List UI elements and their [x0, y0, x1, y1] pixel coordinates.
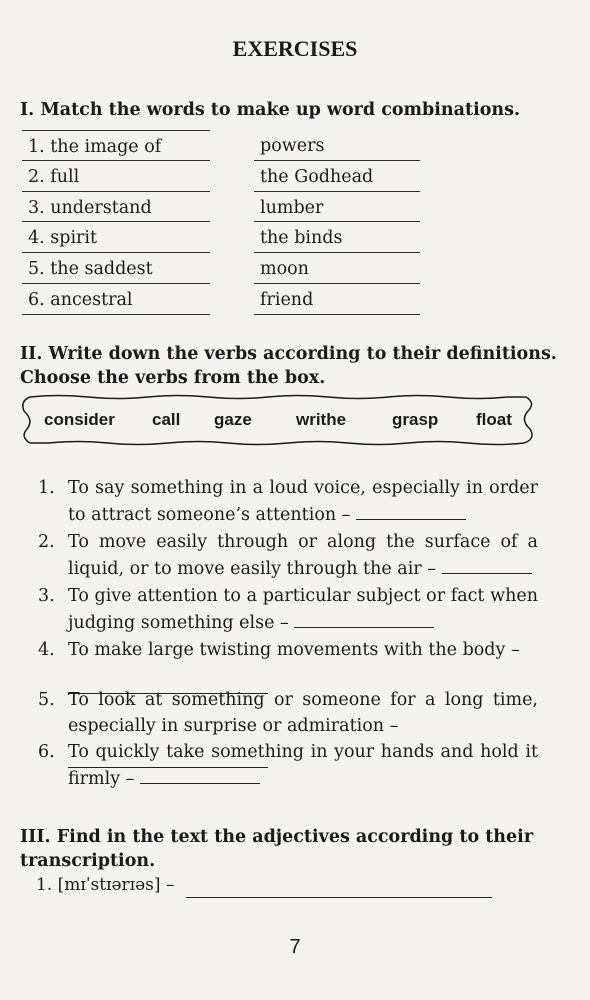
verb-writhe: writhe [296, 410, 347, 429]
definition-item [38, 739, 538, 792]
exercise-1-heading: I. Match the words to make up word combinations. [20, 100, 521, 120]
match-left-item: 2. full [22, 161, 210, 192]
match-right-item: friend [254, 284, 420, 315]
definition-item [38, 475, 538, 528]
exercise-2-heading [20, 342, 557, 390]
transcription-answer-blank[interactable] [186, 897, 492, 898]
match-left-item: 4. spirit [22, 222, 210, 253]
verb-call: call [152, 410, 181, 429]
definition-number: 4. [38, 640, 55, 660]
exercise-2-heading-line2: Choose the verbs from the box. [20, 368, 326, 388]
verb-grasp: grasp [392, 410, 439, 429]
exercise-3-heading [20, 825, 533, 873]
definition-number: 6. [38, 742, 55, 762]
definition-item [38, 637, 538, 663]
definition-number: 2. [38, 532, 55, 552]
match-left-item: 5. the saddest [22, 253, 210, 284]
definition-number: 1. [38, 478, 55, 498]
definition-number: 5. [38, 690, 55, 710]
answer-blank[interactable] [140, 765, 260, 784]
verb-box [18, 393, 538, 447]
match-right-item: lumber [254, 192, 420, 223]
page-number: 7 [289, 936, 301, 958]
match-left-item: 1. the image of [22, 130, 210, 161]
answer-blank[interactable] [356, 501, 466, 520]
exercise-3-heading-line1: III. Find in the text the adjectives according to their [20, 827, 534, 847]
definition-text: To look at something or someone for a long time, especially in surprise or admiration – [68, 690, 538, 736]
transcription-item: 1. [mɪˈstɪərɪəs] – [36, 875, 175, 895]
definition-text: To move easily through or along the surface of a liquid, or to move easily through the air – [68, 532, 538, 579]
match-right-item: the Godhead [254, 161, 420, 192]
match-left-item: 6. ancestral [22, 284, 210, 315]
match-left-item: 3. understand [22, 192, 210, 223]
exercise-3-heading-line2: transcription. [20, 851, 156, 871]
definition-item [38, 583, 538, 636]
answer-blank[interactable] [294, 609, 434, 628]
definition-text: To make large twisting movements with the body – [68, 640, 520, 660]
verb-float: float [476, 410, 512, 429]
match-right-item: powers [254, 130, 420, 161]
definition-text: To quickly take something in your hands and hold it firmly – [68, 742, 538, 789]
definition-text: To say something in a loud voice, especially in order to attract someone’s attention – [68, 478, 538, 525]
match-right-item: the binds [254, 222, 420, 253]
page-title: EXERCISES [232, 36, 358, 61]
definition-item [38, 529, 538, 582]
match-right-item: moon [254, 253, 420, 284]
match-left-column [22, 130, 210, 315]
definition-item [38, 687, 538, 739]
answer-blank[interactable] [442, 555, 532, 574]
definition-text: To give attention to a particular subject or fact when judging something else – [68, 586, 538, 633]
verb-gaze: gaze [214, 410, 252, 429]
definition-number: 3. [38, 586, 55, 606]
match-right-column [254, 130, 420, 315]
verb-consider: consider [44, 410, 115, 429]
exercise-2-heading-line1: II. Write down the verbs according to their definitions. [20, 344, 557, 364]
